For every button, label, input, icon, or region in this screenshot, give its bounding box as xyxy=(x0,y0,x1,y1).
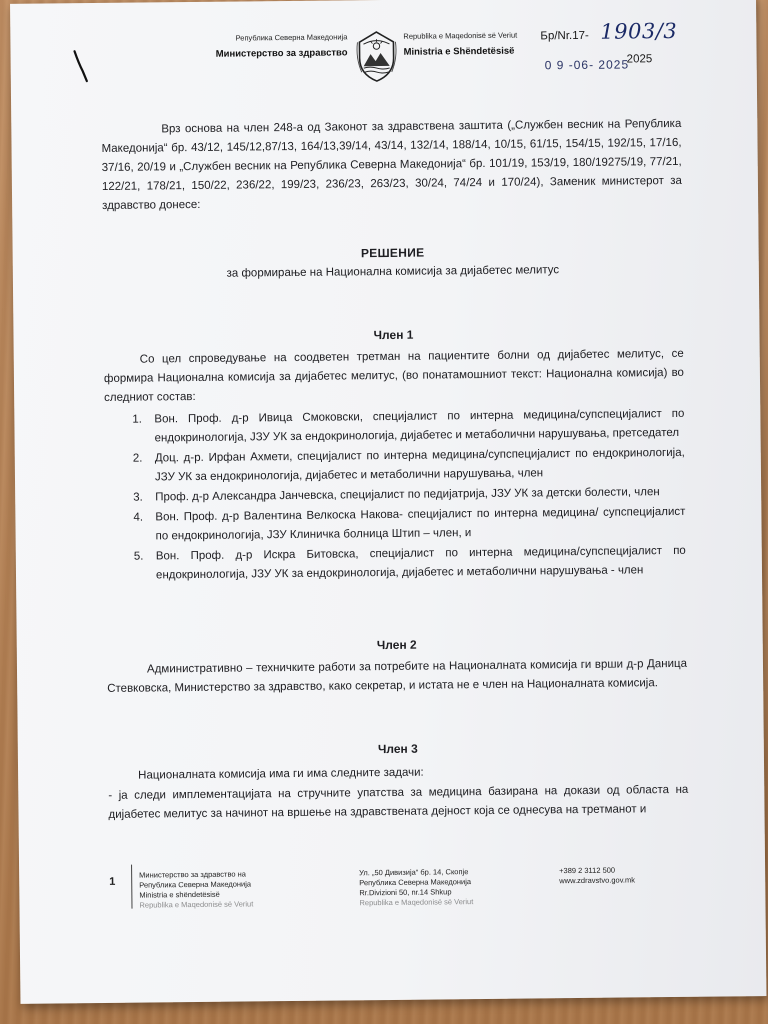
letterhead-left xyxy=(215,32,347,59)
list-item-text: Вон. Проф. д-р Ивица Смоковски, специјалист по интерна медицина/супспецијалист по ендокринологија, ЈЗУ УК за ендокринологија, дијабетес и метаболични нарушувања, претседател xyxy=(154,407,685,445)
list-item-number: 2. xyxy=(132,452,143,465)
document-page xyxy=(10,0,766,1004)
list-item xyxy=(124,405,684,449)
article-1-heading: Член 1 xyxy=(373,327,414,343)
document-subtitle: за формирање на Национална комисија за дијабетес мелитус xyxy=(226,264,560,280)
footer-address-line-1: Ул. „50 Дивизија“ бр. 14, Скопје xyxy=(359,867,469,878)
footer-phone: +389 2 3112 500 xyxy=(559,865,616,876)
letterhead-country-al: Republika e Maqedonisë së Veriut xyxy=(403,30,518,41)
list-item xyxy=(125,503,685,547)
document-title: РЕШЕНИЕ xyxy=(360,245,425,261)
letterhead-ministry-mk: Министерство за здравство xyxy=(215,47,348,60)
macedonia-coat-of-arms-icon xyxy=(353,28,400,84)
list-item-text: Вон. Проф. д-р Валентина Велкоска Накова- специјалист по интерна медицина/ супспецијалист по ендокринологија, ЈЗУ Клиничка болница Штип – член, и xyxy=(155,505,686,543)
footer-contact-column xyxy=(559,865,669,886)
list-item-number: 1. xyxy=(132,413,143,426)
footer-ministry-line-1: Министерство за здравство на xyxy=(139,869,246,880)
list-item xyxy=(126,542,686,586)
registry-date-stamp: 0 9 -06- 2025 xyxy=(544,57,630,73)
registry-block xyxy=(540,19,711,81)
list-item-text: Вон. Проф. д-р Искра Битовска, специјалист по интерна медицина/супспецијалист по ендокринологија, ЈЗУ УК за ендокринологија, дијабетес и метаболични нарушувања - член xyxy=(155,544,686,582)
footer-ministry-line-4: Republika e Maqedonisë së Veriut xyxy=(139,899,254,910)
list-item-text: Доц. д-р. Ирфан Ахмети, специјалист по интерна медицина/супспецијалист по ендокринологија, ЈЗУ УК за ендокринологија, дијабетес и метаболични нарушувања, член xyxy=(154,446,685,484)
pen-mark-icon xyxy=(72,49,88,83)
article-3-intro: Националната комисија има ги има следните задачи: xyxy=(138,766,424,782)
footer-address-line-3: Rr.Divizioni 50, nr.14 Shkup xyxy=(359,887,452,898)
list-item xyxy=(125,444,685,488)
page-number: 1 xyxy=(109,875,116,888)
footer-address-line-2: Република Северна Македонија xyxy=(359,877,472,888)
article-3-heading: Член 3 xyxy=(377,741,418,757)
article-3-task-1: - ја следи имплементацијата на стручните упатства за медицина базирана на докази од областа на дијабетес мелитус за начинот на вршење на здравствената дејност која се однесува на третманот и xyxy=(108,783,689,821)
footer-ministry-line-3: Ministria e shëndetësisë xyxy=(139,889,220,900)
registry-number-handwritten: 1903/3 xyxy=(600,18,678,44)
footer-website: www.zdravstvo.gov.mk xyxy=(559,875,635,886)
list-item-number: 3. xyxy=(133,491,143,504)
footer-ministry-column xyxy=(139,869,279,910)
letterhead-country-mk: Република Северна Македонија xyxy=(235,32,348,43)
commission-members-list xyxy=(124,405,686,587)
list-item-number: 5. xyxy=(133,550,144,563)
registry-year: 2025 xyxy=(626,53,653,66)
list-item-number: 4. xyxy=(133,511,144,524)
letterhead xyxy=(215,26,536,89)
article-2-text: Административно – техничките работи за потребите на Националната комисија ги врши д-р Даница Стевковска, Министерство за здравство, како секретар, и истата не е член на Националната комисија. xyxy=(107,657,688,695)
preamble-paragraph: Врз основа на член 248-а од Законот за здравствена заштита („Службен весник на Република Македонија“ бр. 43/12, 145/12,87/13, 164/13,39/14, 43/14, 132/14, 188/14, 10/15, 61/15, 154/15, 192/15, 17/16, 37/16, 20/19 и „Службен весник на Република Северна Македонија“ бр. 101/19, 153/19, 180/19275/19, 77/21, 122/21, 178/21, 150/22, 236/22, 199/23, 236/23, 263/23, 30/24, 74/24 и 170/24), Заменик министерот за здравство донесе: xyxy=(101,117,682,212)
article-2-heading: Член 2 xyxy=(376,637,417,653)
registry-prefix: Бр/Nr.17- xyxy=(540,29,589,43)
article-1-intro: Со цел спроведување на соодветен третман на пациентите болни од дијабетес мелитус, се формира Национална комисија за дијабетес мелитус, (во понатамошниот текст: Национална комисија) во следниот состав: xyxy=(103,347,684,404)
footer-address-column xyxy=(359,867,509,909)
page-footer xyxy=(109,859,669,915)
letterhead-ministry-al: Ministria e Shëndetësisë xyxy=(403,45,515,58)
list-item-text: Проф. д-р Александра Јанчевска, специјалист по педијатрија, ЈЗУ УК за детски болести, член xyxy=(155,486,660,504)
footer-ministry-line-2: Република Северна Македонија xyxy=(139,879,252,890)
footer-address-line-4: Republika e Maqedonisë së Veriut xyxy=(359,897,474,908)
letterhead-right xyxy=(403,30,535,57)
footer-divider xyxy=(131,865,132,909)
